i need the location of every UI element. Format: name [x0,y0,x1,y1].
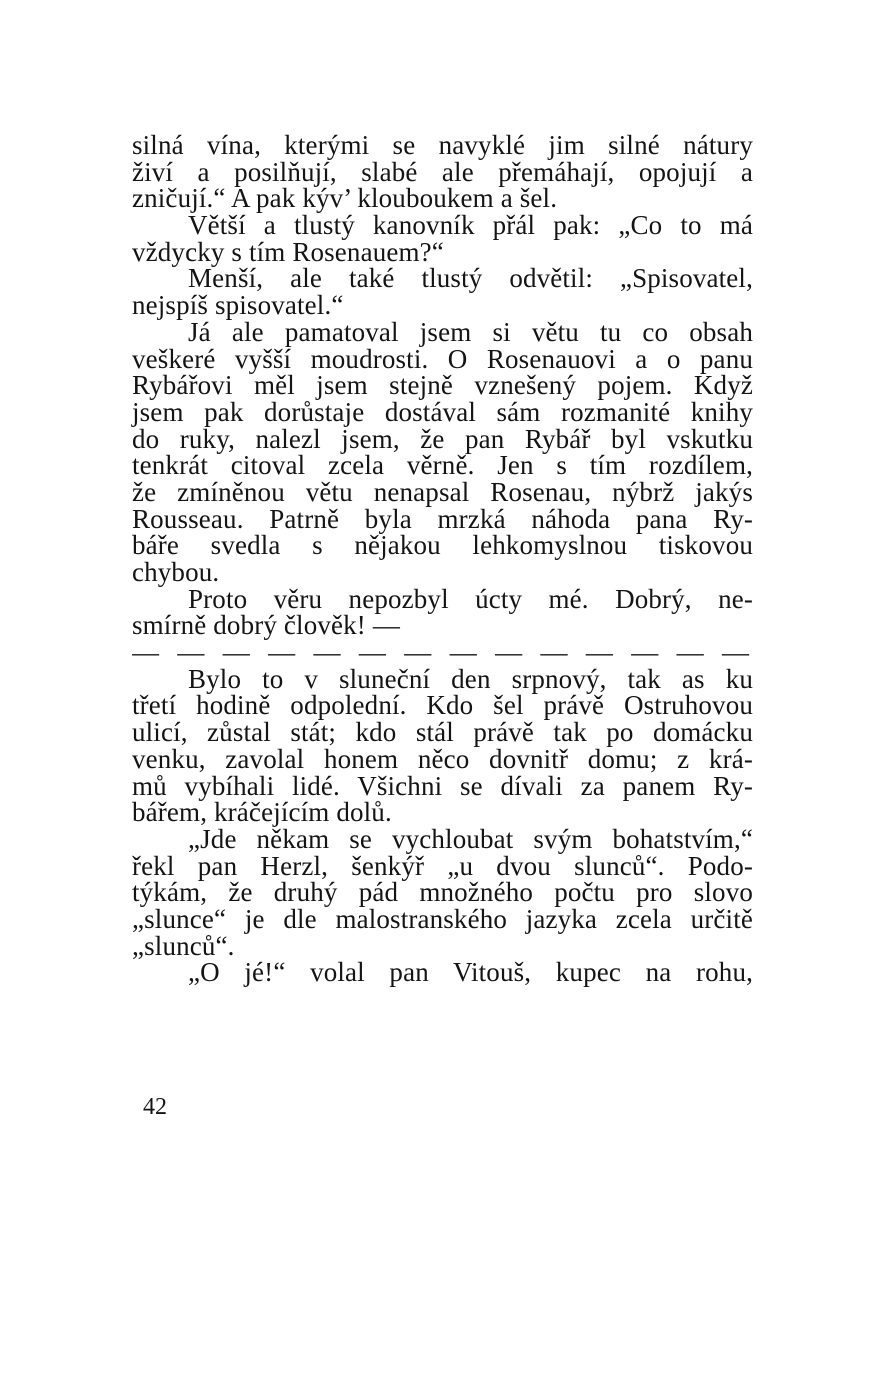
text-line: „slunců“. [132,930,235,961]
text-line: třetí hodině odpolední. Kdo šel právě Ostruhovou [132,690,753,721]
text-line: chybou. [132,557,220,587]
text-line: smírně dobrý člověk! — [132,610,400,641]
text-line: tenkrát citoval zcela věrně. Jen s tím rozdílem, [132,450,753,481]
text-line: silná vína, kterými se navyklé jim silné nátury [132,130,753,160]
text-line: Já ale pamatoval jsem si větu tu co obsah [188,316,753,347]
text-line: Větší a tlustý kanovník přál pak: „Co to má [188,210,753,241]
text-line: Proto věru nepozbyl úcty mé. Dobrý, ne- [188,583,753,614]
text-line: do ruky, nalezl jsem, že pan Rybář byl vskutku [132,423,753,454]
text-line: Menší, ale také tlustý odvětil: „Spisovatel, [188,263,753,294]
text-line: týkám, že druhý pád množného počtu pro slovo [132,877,753,908]
text-line: Bylo to v sluneční den srpnový, tak as ku [188,663,753,694]
text-line: živí a posilňují, slabé ale přemáhají, opojují a [132,156,753,187]
text-line: mů vybíhali lidé. Všichni se dívali za panem Ry- [132,770,753,801]
text-line: „O jé!“ volal pan Vitouš, kupec na rohu, [188,957,753,988]
text-line: báře svedla s nějakou lehkomyslnou tiskovou [132,530,753,561]
text-line: vždycky s tím Rosenauem?“ [132,236,444,267]
page-number: 42 [143,1094,167,1120]
text-line: venku, zavolal honem něco dovnitř domu; z krá- [132,743,753,774]
section-separator: — — — — — — — — — — — — — — [132,639,753,666]
page-body-text [132,132,753,986]
text-line: „slunce“ je dle malostranského jazyka zcela určitě [132,903,753,934]
text-line: ulicí, zůstal stát; kdo stál právě tak po domácku [132,717,753,748]
text-line: nejspíš spisovatel.“ [132,290,344,321]
text-line: řekl pan Herzl, šenkýř „u dvou slunců“. Podo- [132,850,753,881]
text-line: že zmíněnou větu nenapsal Rosenau, nýbrž jakýs [132,476,753,507]
text-line: Rousseau. Patrně byla mrzká náhoda pana Ry- [132,503,753,534]
text-line: veškeré vyšší moudrosti. O Rosenauovi a o panu [132,343,753,374]
text-line: bářem, kráčejícím dolů. [132,797,392,828]
text-line: Rybářovi měl jsem stejně vznešený pojem. Když [132,370,753,401]
text-line: zničují.“ A pak kýv’ klouboukem a šel. [132,183,558,214]
text-line: jsem pak dorůstaje dostával sám rozmanité knihy [132,396,753,427]
text-line: „Jde někam se vychloubat svým bohatstvím,“ [188,823,753,854]
